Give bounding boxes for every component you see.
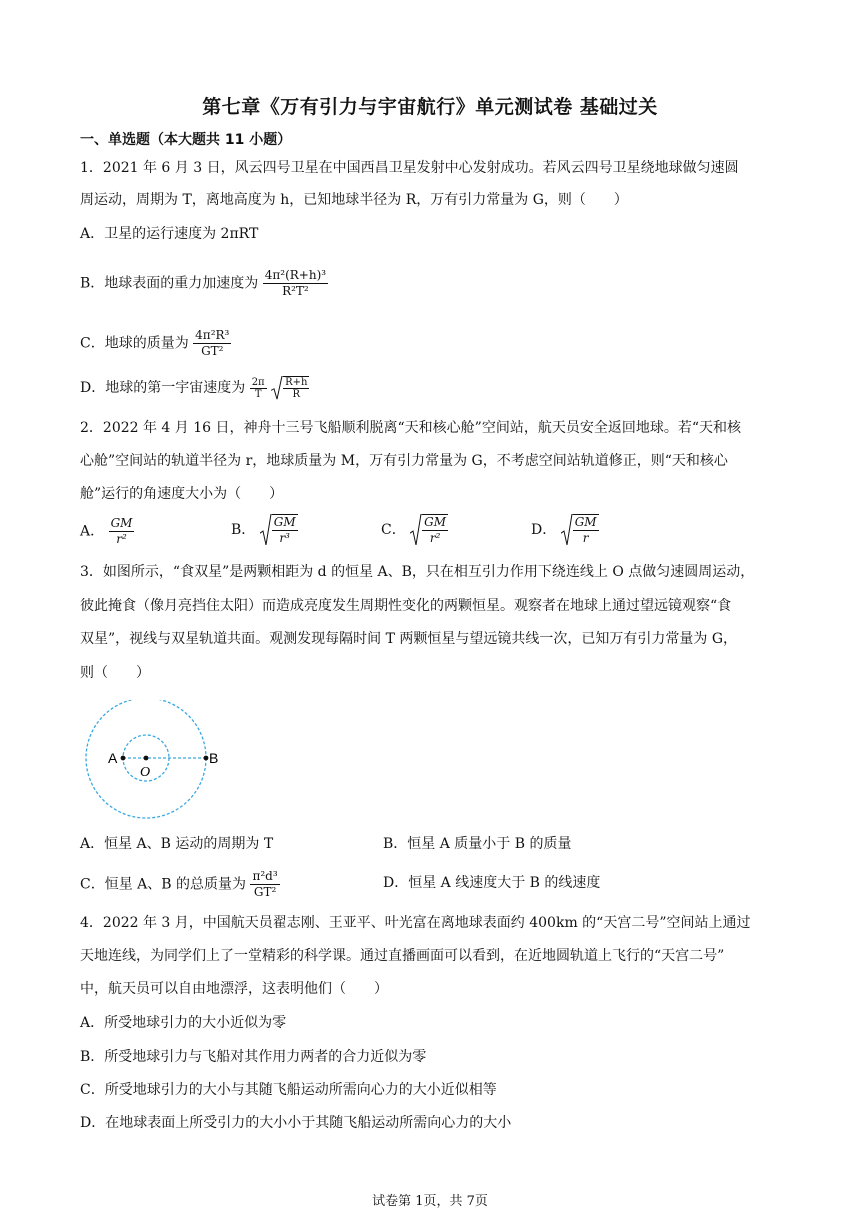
star-b-dot <box>204 756 209 761</box>
q1-option-d-f2-numerator: R+h <box>285 377 308 388</box>
q1-option-b-numerator: 4π²(R+h)³ <box>264 268 327 282</box>
q3-stem-line1: 3．如图所示，“食双星”是两颗相距为 d 的恒星 A、B，只在相互引力作用下绕连线上 O 点做匀速圆周运动， <box>80 564 755 580</box>
q2-option-b-sqrt <box>260 514 298 546</box>
q3-option-d: D．恒星 A 线速度大于 B 的线速度 <box>383 875 601 891</box>
q2-option-c-denominator: r² <box>429 531 441 545</box>
star-a-dot <box>121 756 126 761</box>
q4-stem-line3: 中，航天员可以自由地漂浮，这表明他们（ ） <box>80 981 388 997</box>
q1-option-b-label: B．地球表面的重力加速度为 <box>80 275 259 292</box>
q2-option-b-label: B． <box>231 522 256 538</box>
q4-option-a: A．所受地球引力的大小近似为零 <box>80 1015 287 1031</box>
q2-option-b-denominator: r³ <box>279 531 290 545</box>
q2-stem-line3: 舱”运行的角速度大小为（ ） <box>80 486 284 502</box>
center-o-label: O <box>140 765 151 780</box>
radical-sign-icon <box>271 376 283 400</box>
q2-option-b <box>231 514 298 546</box>
q1-option-b <box>80 268 780 299</box>
page-footer: 试卷第 1页，共 7页 <box>372 1194 488 1209</box>
q1-option-d-label: D．地球的第一宇宙速度为 <box>80 380 246 396</box>
q1-stem-line2: 周运动，周期为 T，离地高度为 h，已知地球半径为 R，万有引力常量为 G，则（ ） <box>80 192 628 208</box>
binary-star-diagram <box>84 700 234 820</box>
q2-option-d <box>531 514 599 546</box>
q2-option-d-denominator: r <box>582 531 589 545</box>
q4-stem-line2: 天地连线，为同学们上了一堂精彩的科学课。通过直播画面可以看到，在近地圆轨道上飞行的“天宫二号” <box>80 948 725 964</box>
star-b-label: B <box>209 750 219 766</box>
q2-option-c-numerator: GM <box>424 515 447 529</box>
q2-option-b-numerator: GM <box>273 515 296 529</box>
q3-option-c-label: C．恒星 A、B 的总质量为 <box>80 876 247 893</box>
q3-option-c-denominator: GT² <box>253 885 277 899</box>
q2-option-d-label: D． <box>531 522 557 538</box>
q2-option-c-sqrt <box>410 514 448 546</box>
q1-option-c-denominator: GT² <box>201 344 224 358</box>
q2-option-a-numerator: GM <box>110 516 133 530</box>
q1-option-c-numerator: 4π²R³ <box>195 328 230 342</box>
radical-sign-icon <box>410 514 422 546</box>
q2-option-d-numerator: GM <box>574 515 597 529</box>
q2-stem-line2: 心舱”空间站的轨道半径为 r，地球质量为 M，万有引力常量为 G，不考虑空间站轨道修正，则“天和核心 <box>80 453 728 469</box>
q1-option-d-f1-numerator: 2π <box>251 376 265 388</box>
q1-option-c-fraction <box>193 328 231 359</box>
q3-stem-line4: 则（ ） <box>80 665 150 681</box>
section-heading: 一、单选题（本大题共 11 小题） <box>80 132 292 148</box>
q3-option-a: A．恒星 A、B 运动的周期为 T <box>80 836 274 852</box>
center-o-dot <box>144 756 149 761</box>
q2-option-d-sqrt <box>561 514 599 546</box>
q3-option-b: B．恒星 A 质量小于 B 的质量 <box>383 836 572 852</box>
radical-sign-icon <box>260 514 272 546</box>
radical-sign-icon <box>561 514 573 546</box>
q1-option-d <box>80 376 780 400</box>
q1-option-d-fraction1 <box>250 377 267 400</box>
q3-option-c-numerator: π²d³ <box>252 869 278 883</box>
q2-option-c-label: C． <box>381 522 406 538</box>
q2-option-c <box>381 514 448 546</box>
q4-option-d: D．在地球表面上所受引力的大小小于其随飞船运动所需向心力的大小 <box>80 1115 512 1131</box>
q4-stem-line1: 4．2022 年 3 月，中国航天员翟志刚、王亚平、叶光富在离地球表面约 400km 的“天宫二号”空间站上通过 <box>80 915 751 931</box>
q3-option-c-fraction <box>250 869 279 900</box>
star-a-label: A <box>108 750 118 766</box>
q3-stem-line3: 双星”，视线与双星轨道共面。观测发现每隔时间 T 两颗恒星与望远镜共线一次，已知万有引力常量为 G， <box>80 631 738 647</box>
q1-option-d-f2-denominator: R <box>292 389 301 400</box>
q2-option-a-fraction <box>109 516 135 547</box>
q1-stem-line1: 1．2021 年 6 月 3 日，风云四号卫星在中国西昌卫星发射中心发射成功。若风云四号卫星绕地球做匀速圆 <box>80 160 739 176</box>
q1-option-b-denominator: R²T² <box>282 284 309 298</box>
q1-option-a: A．卫星的运行速度为 2πRT <box>80 226 259 242</box>
page-title: 第七章《万有引力与宇宙航行》单元测试卷 基础过关 <box>202 96 658 118</box>
q2-option-a-denominator: r² <box>116 532 127 546</box>
q2-stem-line1: 2．2022 年 4 月 16 日，神舟十三号飞船顺利脱离“天和核心舱”空间站，航天员安全返回地球。若“天和核 <box>80 420 741 436</box>
q1-option-c <box>80 328 780 359</box>
q1-option-c-label: C．地球的质量为 <box>80 335 189 352</box>
q4-option-c: C．所受地球引力的大小与其随飞船运动所需向心力的大小近似相等 <box>80 1082 497 1098</box>
q2-option-a <box>80 516 134 547</box>
q3-stem-line2: 彼此掩食（像月亮挡住太阳）而造成亮度发生周期性变化的两颗恒星。观察者在地球上通过望远镜观察“食 <box>80 598 732 614</box>
q1-option-d-f1-denominator: T <box>254 388 262 400</box>
q1-option-d-sqrt <box>271 376 309 400</box>
q3-option-c <box>80 869 280 900</box>
q4-option-b: B．所受地球引力与飞船对其作用力两者的合力近似为零 <box>80 1049 427 1065</box>
q2-option-a-label: A． <box>80 523 105 540</box>
q1-option-b-fraction <box>263 268 328 299</box>
